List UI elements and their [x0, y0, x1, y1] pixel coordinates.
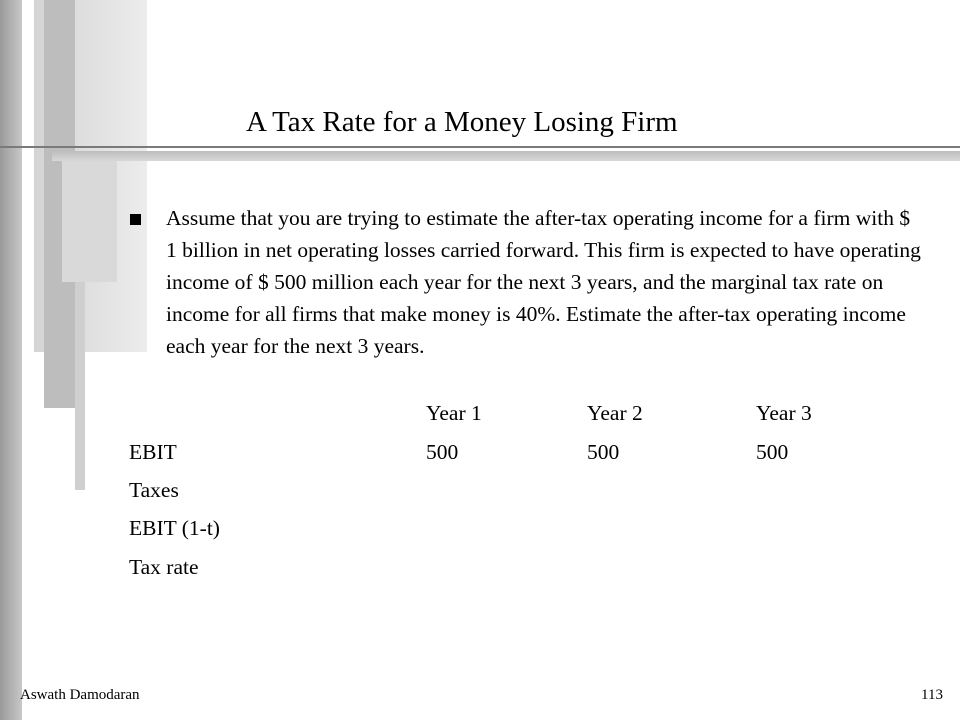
table-header-row	[129, 398, 909, 428]
row-label: Taxes	[129, 478, 179, 502]
column-header-year-2: Year 2	[587, 401, 643, 425]
row-label: EBIT	[129, 440, 177, 464]
title-divider	[0, 146, 960, 148]
table-cell: 500	[426, 440, 459, 464]
table-row	[129, 475, 909, 505]
row-label: Tax rate	[129, 555, 199, 579]
table-row	[129, 437, 909, 467]
page-number: 113	[921, 687, 943, 703]
table-cell: 500	[756, 440, 789, 464]
decorative-bar	[75, 282, 85, 490]
decorative-bar	[62, 160, 117, 282]
bullet-square-icon	[130, 214, 141, 225]
title-underline-band	[52, 151, 960, 161]
footer-author: Aswath Damodaran	[20, 687, 140, 703]
slide-title: A Tax Rate for a Money Losing Firm	[246, 106, 678, 138]
row-label: EBIT (1-t)	[129, 516, 220, 540]
decorative-bar	[0, 0, 22, 720]
table-row	[129, 552, 909, 582]
column-header-year-1: Year 1	[426, 401, 482, 425]
table-cell: 500	[587, 440, 620, 464]
table-row	[129, 513, 909, 543]
column-header-year-3: Year 3	[756, 401, 812, 425]
bullet-text: Assume that you are trying to estimate the after-tax operating income for a firm with $ 1 billion in net operating losses carried forward. This firm is expected to have operating income of $ 500 million each year for the next 3 years, and the marginal tax rate on income for all firms that make money is 40%. Estimate the after-tax operating income each year for the next 3 years.	[166, 206, 921, 358]
